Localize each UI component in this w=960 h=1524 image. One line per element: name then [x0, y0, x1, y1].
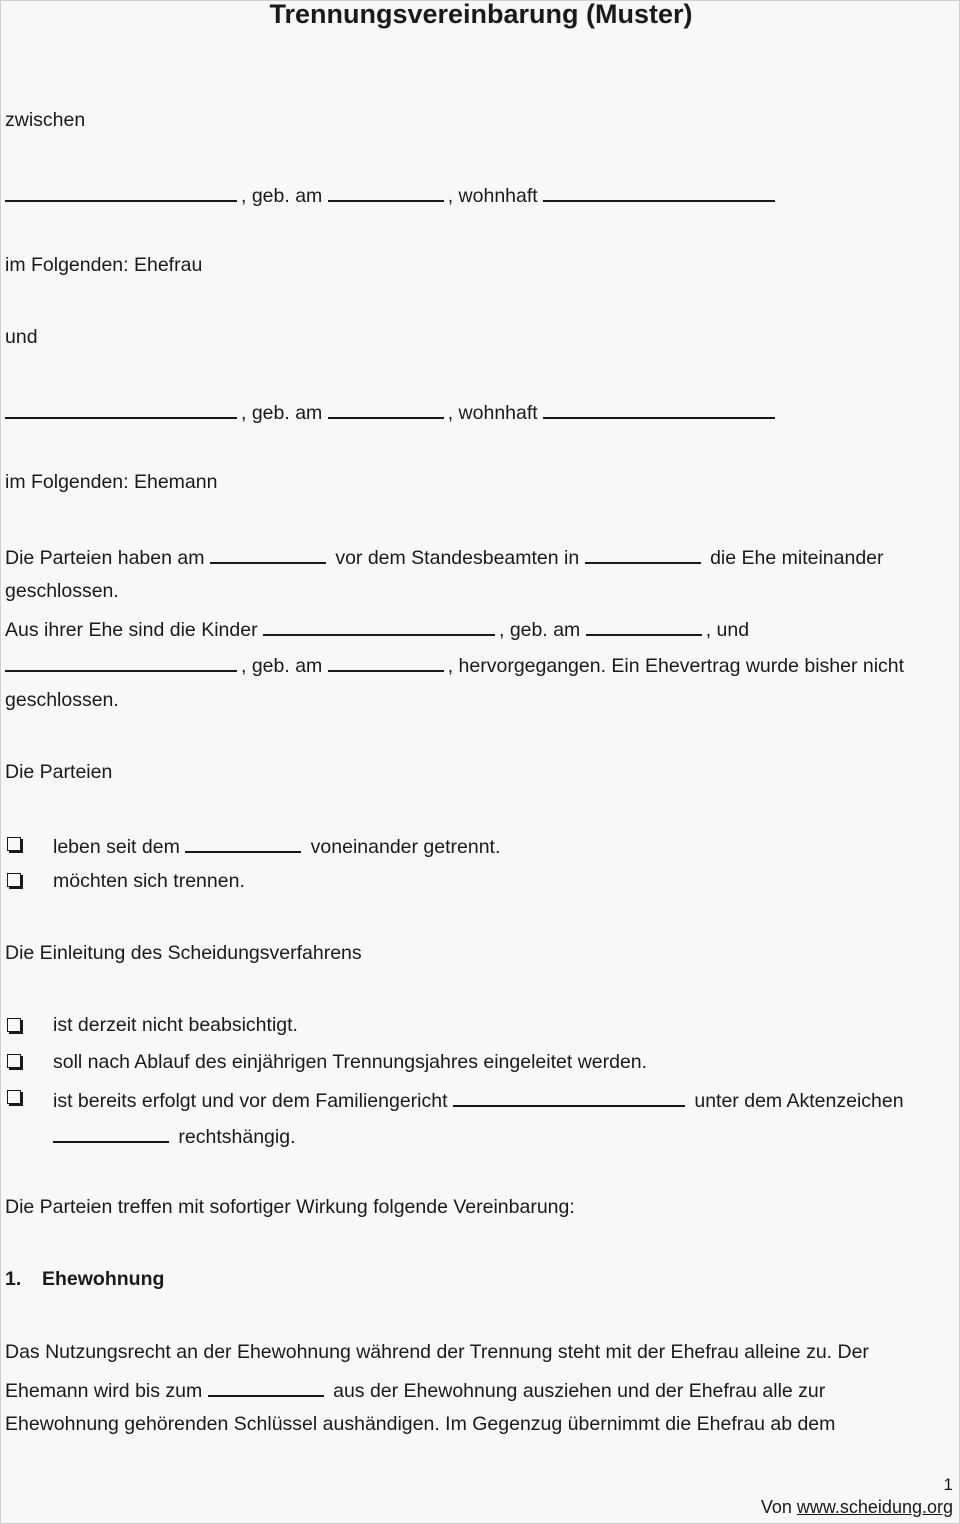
ehefrau-label: im Folgenden: Ehefrau: [5, 254, 203, 276]
und-text: und: [5, 326, 38, 348]
party2-name-blank: [5, 397, 237, 419]
auszug-date-blank: [208, 1375, 324, 1397]
option-nicht-beabsichtigt: ist derzeit nicht beabsichtigt.: [53, 1014, 298, 1036]
heirat-place-blank: [585, 542, 701, 564]
kind1-birthdate-blank: [586, 614, 702, 636]
party1-line: [5, 180, 779, 209]
party2-birthdate-blank: [328, 397, 444, 419]
kinder-line-3: geschlossen.: [5, 689, 119, 711]
checkbox-nach-trennungsjahr[interactable]: [7, 1054, 21, 1068]
checkbox-bereits-erfolgt[interactable]: [7, 1090, 21, 1104]
checkbox-getrennt[interactable]: [7, 837, 21, 851]
kind2-name-blank: [5, 650, 237, 672]
heirat-date-blank: [210, 542, 326, 564]
option-nach-trennungsjahr: soll nach Ablauf des einjährigen Trennungsjahres eingeleitet werden.: [53, 1051, 648, 1073]
kinder-line-1: Aus ihrer Ehe sind die Kinder , geb. am , und: [5, 614, 749, 643]
kind1-name-blank: [263, 614, 495, 636]
para1-line-3: Ehewohnung gehörenden Schlüssel aushändigen. Im Gegenzug übernimmt die Ehefrau ab dem: [5, 1413, 836, 1435]
einleitung-heading: Die Einleitung des Scheidungsverfahrens: [5, 942, 362, 964]
aktenzeichen-blank: [53, 1121, 169, 1143]
option-bereits-erfolgt-line-2: rechtshängig.: [53, 1121, 296, 1150]
party1-address-blank: [543, 180, 775, 202]
trennung-date-blank: [185, 831, 301, 853]
document-title: Trennungsvereinbarung (Muster): [269, 0, 693, 29]
checkbox-nicht-beabsichtigt[interactable]: [7, 1018, 21, 1032]
checkbox-trennen[interactable]: [7, 873, 21, 887]
parteien-heading: Die Parteien: [5, 761, 113, 783]
ehemann-label: im Folgenden: Ehemann: [5, 471, 218, 493]
zwischen-text: zwischen: [5, 109, 86, 131]
heirat-line-2: geschlossen.: [5, 580, 119, 602]
heirat-line-1: Die Parteien haben am vor dem Standesbeamten in die Ehe miteinander: [5, 542, 884, 571]
party2-address-blank: [543, 397, 775, 419]
geb-am-text: , geb. am: [241, 402, 323, 424]
party1-birthdate-blank: [328, 180, 444, 202]
section-1-number: 1.: [5, 1268, 22, 1290]
footer-prefix: Von: [760, 1497, 792, 1517]
para1-line-1: Das Nutzungsrecht an der Ehewohnung während der Trennung steht mit der Ehefrau alleine zu. Der: [5, 1341, 869, 1363]
option-trennen: möchten sich trennen.: [53, 870, 245, 892]
wohnhaft-text: , wohnhaft: [447, 402, 538, 424]
party2-line: [5, 397, 779, 426]
section-1-heading: Ehewohnung: [42, 1268, 165, 1290]
familiengericht-blank: [453, 1085, 685, 1107]
para1-line-2: Ehemann wird bis zum aus der Ehewohnung ausziehen und der Ehefrau alle zur: [5, 1375, 825, 1404]
kinder-line-2: , geb. am , hervorgegangen. Ein Ehevertrag wurde bisher nicht: [5, 650, 904, 679]
vereinbarung-text: Die Parteien treffen mit sofortiger Wirkung folgende Vereinbarung:: [5, 1196, 575, 1218]
geb-am-text: , geb. am: [241, 185, 323, 207]
wohnhaft-text: , wohnhaft: [447, 185, 538, 207]
option-bereits-erfolgt: ist bereits erfolgt und vor dem Familiengericht unter dem Aktenzeichen: [53, 1085, 904, 1114]
kind2-birthdate-blank: [328, 650, 444, 672]
party1-name-blank: [5, 180, 237, 202]
option-getrennt: leben seit dem voneinander getrennt.: [53, 831, 500, 860]
footer-link[interactable]: www.scheidung.org: [796, 1497, 953, 1517]
footer: [761, 1497, 953, 1518]
page-number: 1: [943, 1475, 953, 1494]
